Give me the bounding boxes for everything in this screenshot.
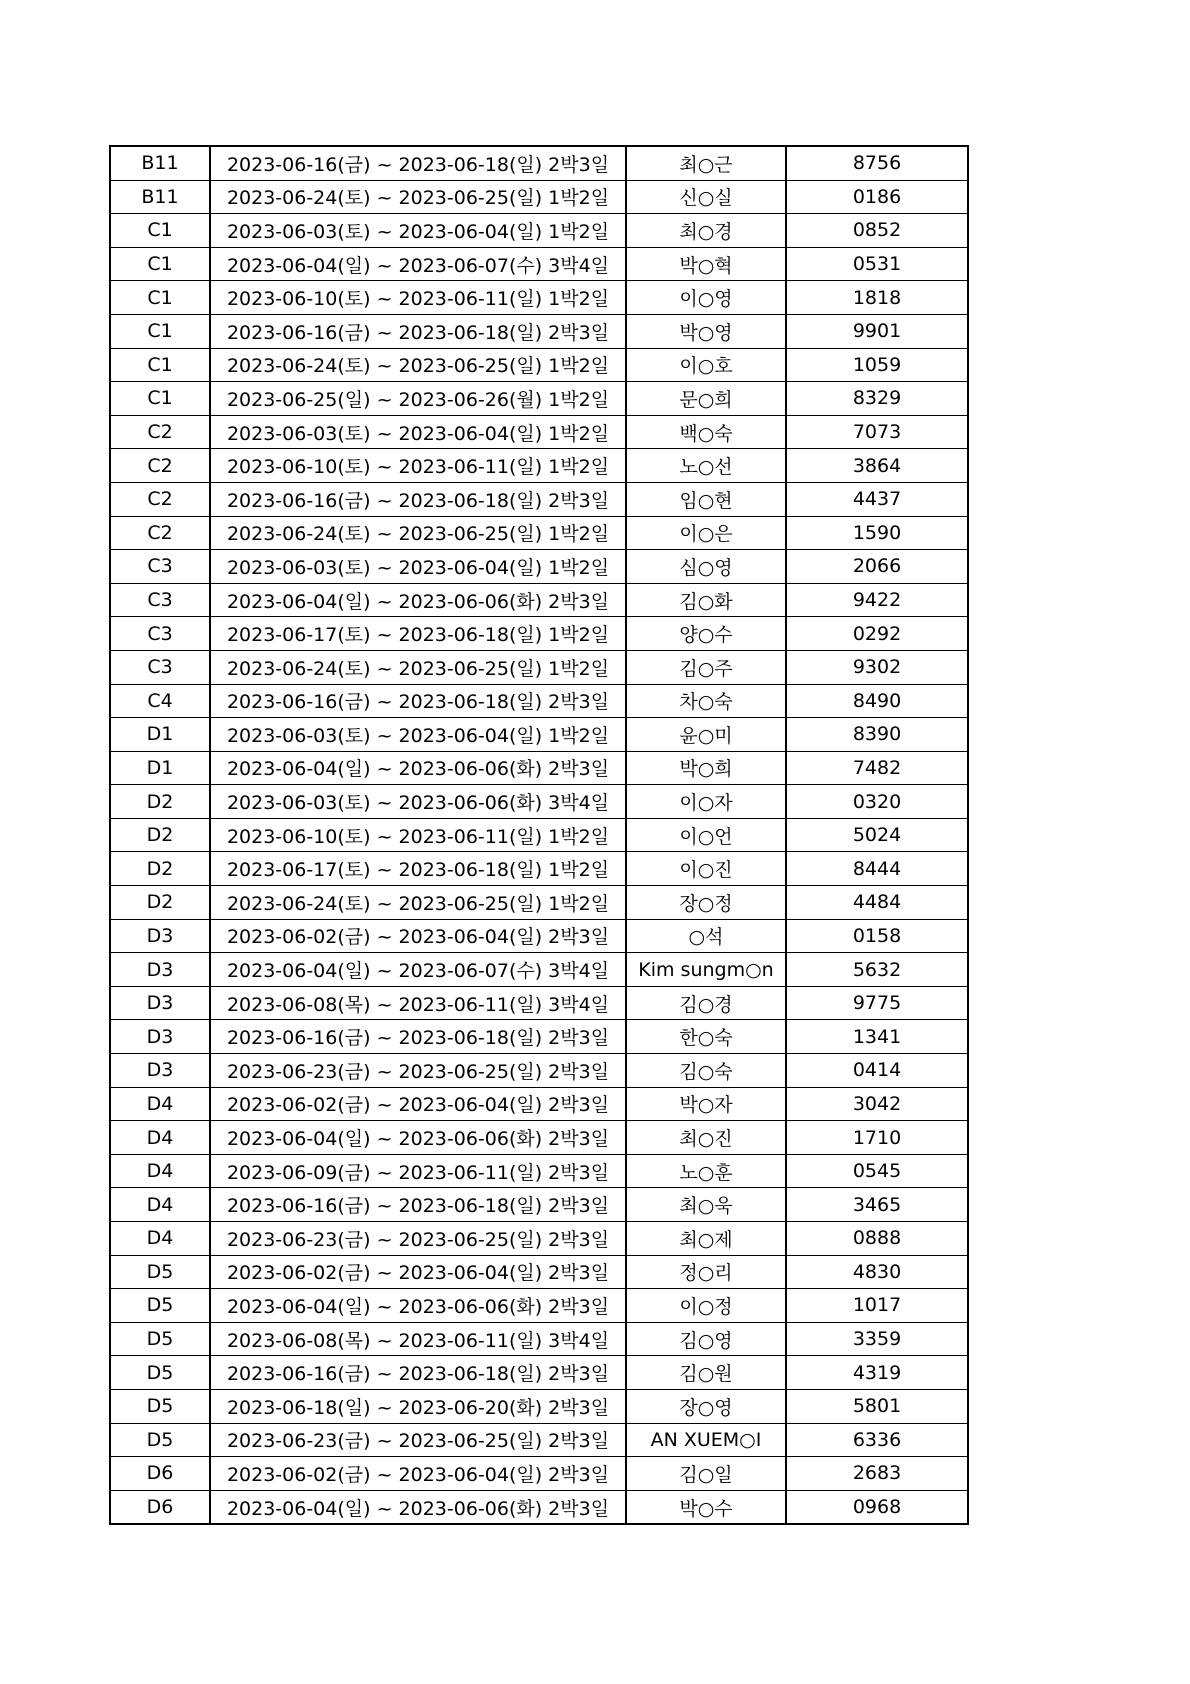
stay-period-cell: 2023-06-23(금) ~ 2023-06-25(일) 2박3일 — [210, 1054, 626, 1088]
stay-period-cell: 2023-06-03(토) ~ 2023-06-06(화) 3박4일 — [210, 785, 626, 819]
stay-period-cell: 2023-06-04(일) ~ 2023-06-07(수) 3박4일 — [210, 953, 626, 987]
guest-name-cell: 김○숙 — [626, 1054, 786, 1088]
room-cell: D2 — [110, 818, 210, 852]
guest-name-cell: 최○진 — [626, 1121, 786, 1155]
reservation-code-cell: 0888 — [786, 1222, 968, 1256]
reservation-code-cell: 1710 — [786, 1121, 968, 1155]
guest-name-cell: 이○은 — [626, 516, 786, 550]
guest-name-cell: 김○경 — [626, 986, 786, 1020]
guest-name-cell: 김○주 — [626, 650, 786, 684]
stay-period-cell: 2023-06-02(금) ~ 2023-06-04(일) 2박3일 — [210, 1255, 626, 1289]
reservation-code-cell: 9302 — [786, 650, 968, 684]
guest-name-cell: 김○원 — [626, 1356, 786, 1390]
reservation-code-cell: 0531 — [786, 247, 968, 281]
table-row — [110, 550, 968, 584]
reservation-code-cell: 1818 — [786, 281, 968, 315]
guest-name-cell: 김○화 — [626, 583, 786, 617]
guest-name-cell: 최○제 — [626, 1222, 786, 1256]
reservation-code-cell: 4319 — [786, 1356, 968, 1390]
room-cell: C3 — [110, 583, 210, 617]
stay-period-cell: 2023-06-24(토) ~ 2023-06-25(일) 1박2일 — [210, 516, 626, 550]
table-row — [110, 1356, 968, 1390]
room-cell: C2 — [110, 449, 210, 483]
room-cell: B11 — [110, 180, 210, 214]
stay-period-cell: 2023-06-24(토) ~ 2023-06-25(일) 1박2일 — [210, 180, 626, 214]
table-row — [110, 382, 968, 416]
room-cell: D2 — [110, 785, 210, 819]
guest-name-cell: 김○영 — [626, 1322, 786, 1356]
stay-period-cell: 2023-06-18(일) ~ 2023-06-20(화) 2박3일 — [210, 1389, 626, 1423]
guest-name-cell: 장○영 — [626, 1389, 786, 1423]
stay-period-cell: 2023-06-04(일) ~ 2023-06-06(화) 2박3일 — [210, 751, 626, 785]
reservation-code-cell: 7482 — [786, 751, 968, 785]
stay-period-cell: 2023-06-17(토) ~ 2023-06-18(일) 1박2일 — [210, 852, 626, 886]
table-row — [110, 1222, 968, 1256]
reservation-code-cell: 5801 — [786, 1389, 968, 1423]
table-row — [110, 449, 968, 483]
reservation-code-cell: 0852 — [786, 214, 968, 248]
guest-name-cell: 최○경 — [626, 214, 786, 248]
room-cell: D6 — [110, 1457, 210, 1491]
room-cell: C4 — [110, 684, 210, 718]
stay-period-cell: 2023-06-16(금) ~ 2023-06-18(일) 2박3일 — [210, 482, 626, 516]
table-row — [110, 1457, 968, 1491]
stay-period-cell: 2023-06-08(목) ~ 2023-06-11(일) 3박4일 — [210, 1322, 626, 1356]
reservation-code-cell: 7073 — [786, 415, 968, 449]
reservation-code-cell: 0414 — [786, 1054, 968, 1088]
guest-name-cell: 문○희 — [626, 382, 786, 416]
room-cell: D5 — [110, 1322, 210, 1356]
room-cell: C2 — [110, 516, 210, 550]
room-cell: D4 — [110, 1087, 210, 1121]
room-cell: D1 — [110, 718, 210, 752]
stay-period-cell: 2023-06-16(금) ~ 2023-06-18(일) 2박3일 — [210, 684, 626, 718]
table-row — [110, 415, 968, 449]
table-row — [110, 214, 968, 248]
guest-name-cell: 윤○미 — [626, 718, 786, 752]
reservation-code-cell: 3042 — [786, 1087, 968, 1121]
room-cell: D3 — [110, 953, 210, 987]
reservation-code-cell: 0968 — [786, 1490, 968, 1524]
guest-name-cell: 백○숙 — [626, 415, 786, 449]
stay-period-cell: 2023-06-04(일) ~ 2023-06-06(화) 2박3일 — [210, 583, 626, 617]
stay-period-cell: 2023-06-02(금) ~ 2023-06-04(일) 2박3일 — [210, 919, 626, 953]
table-row — [110, 1289, 968, 1323]
table-row — [110, 1423, 968, 1457]
reservation-code-cell: 0186 — [786, 180, 968, 214]
room-cell: C1 — [110, 348, 210, 382]
room-cell: D1 — [110, 751, 210, 785]
table-row — [110, 617, 968, 651]
guest-name-cell: 임○현 — [626, 482, 786, 516]
guest-name-cell: 차○숙 — [626, 684, 786, 718]
room-cell: D2 — [110, 886, 210, 920]
stay-period-cell: 2023-06-03(토) ~ 2023-06-04(일) 1박2일 — [210, 214, 626, 248]
room-cell: C1 — [110, 382, 210, 416]
room-cell: D5 — [110, 1423, 210, 1457]
table-row — [110, 953, 968, 987]
guest-name-cell: 최○근 — [626, 146, 786, 180]
reservation-code-cell: 0158 — [786, 919, 968, 953]
reservation-code-cell: 9901 — [786, 314, 968, 348]
stay-period-cell: 2023-06-03(토) ~ 2023-06-04(일) 1박2일 — [210, 718, 626, 752]
table-row — [110, 886, 968, 920]
room-cell: C2 — [110, 482, 210, 516]
guest-name-cell: 김○일 — [626, 1457, 786, 1491]
room-cell: C1 — [110, 314, 210, 348]
guest-name-cell: 한○숙 — [626, 1020, 786, 1054]
reservation-code-cell: 3359 — [786, 1322, 968, 1356]
reservation-code-cell: 8444 — [786, 852, 968, 886]
guest-name-cell: 심○영 — [626, 550, 786, 584]
stay-period-cell: 2023-06-04(일) ~ 2023-06-06(화) 2박3일 — [210, 1490, 626, 1524]
reservation-code-cell: 8329 — [786, 382, 968, 416]
reservation-code-cell: 4830 — [786, 1255, 968, 1289]
table-row — [110, 1121, 968, 1155]
reservation-sheet — [109, 145, 963, 1525]
reservation-code-cell: 2066 — [786, 550, 968, 584]
guest-name-cell: 이○진 — [626, 852, 786, 886]
reservation-code-cell: 4437 — [786, 482, 968, 516]
stay-period-cell: 2023-06-10(토) ~ 2023-06-11(일) 1박2일 — [210, 449, 626, 483]
stay-period-cell: 2023-06-24(토) ~ 2023-06-25(일) 1박2일 — [210, 650, 626, 684]
table-row — [110, 818, 968, 852]
reservation-code-cell: 2683 — [786, 1457, 968, 1491]
reservation-code-cell: 3465 — [786, 1188, 968, 1222]
guest-name-cell: 신○실 — [626, 180, 786, 214]
stay-period-cell: 2023-06-17(토) ~ 2023-06-18(일) 1박2일 — [210, 617, 626, 651]
table-row — [110, 348, 968, 382]
table-row — [110, 1490, 968, 1524]
reservation-code-cell: 0292 — [786, 617, 968, 651]
table-row — [110, 785, 968, 819]
reservation-table — [109, 145, 969, 1525]
stay-period-cell: 2023-06-02(금) ~ 2023-06-04(일) 2박3일 — [210, 1457, 626, 1491]
table-row — [110, 1255, 968, 1289]
guest-name-cell: ○석 — [626, 919, 786, 953]
stay-period-cell: 2023-06-04(일) ~ 2023-06-07(수) 3박4일 — [210, 247, 626, 281]
stay-period-cell: 2023-06-04(일) ~ 2023-06-06(화) 2박3일 — [210, 1121, 626, 1155]
reservation-code-cell: 4484 — [786, 886, 968, 920]
stay-period-cell: 2023-06-24(토) ~ 2023-06-25(일) 1박2일 — [210, 348, 626, 382]
reservation-code-cell: 8490 — [786, 684, 968, 718]
room-cell: D5 — [110, 1356, 210, 1390]
guest-name-cell: 박○수 — [626, 1490, 786, 1524]
table-row — [110, 180, 968, 214]
reservation-code-cell: 9422 — [786, 583, 968, 617]
table-row — [110, 1322, 968, 1356]
stay-period-cell: 2023-06-23(금) ~ 2023-06-25(일) 2박3일 — [210, 1222, 626, 1256]
reservation-code-cell: 9775 — [786, 986, 968, 1020]
table-row — [110, 1054, 968, 1088]
reservation-code-cell: 8390 — [786, 718, 968, 752]
reservation-code-cell: 0320 — [786, 785, 968, 819]
table-row — [110, 583, 968, 617]
reservation-code-cell: 1590 — [786, 516, 968, 550]
room-cell: C1 — [110, 247, 210, 281]
table-row — [110, 986, 968, 1020]
reservation-code-cell: 5024 — [786, 818, 968, 852]
room-cell: D5 — [110, 1389, 210, 1423]
stay-period-cell: 2023-06-16(금) ~ 2023-06-18(일) 2박3일 — [210, 146, 626, 180]
room-cell: C1 — [110, 214, 210, 248]
guest-name-cell: 이○언 — [626, 818, 786, 852]
table-row — [110, 482, 968, 516]
guest-name-cell: Kim sungm○n — [626, 953, 786, 987]
room-cell: D3 — [110, 1054, 210, 1088]
guest-name-cell: 박○혁 — [626, 247, 786, 281]
stay-period-cell: 2023-06-16(금) ~ 2023-06-18(일) 2박3일 — [210, 1020, 626, 1054]
stay-period-cell: 2023-06-03(토) ~ 2023-06-04(일) 1박2일 — [210, 550, 626, 584]
guest-name-cell: 이○자 — [626, 785, 786, 819]
stay-period-cell: 2023-06-25(일) ~ 2023-06-26(월) 1박2일 — [210, 382, 626, 416]
reservation-code-cell: 0545 — [786, 1154, 968, 1188]
stay-period-cell: 2023-06-03(토) ~ 2023-06-04(일) 1박2일 — [210, 415, 626, 449]
stay-period-cell: 2023-06-08(목) ~ 2023-06-11(일) 3박4일 — [210, 986, 626, 1020]
room-cell: D3 — [110, 919, 210, 953]
guest-name-cell: 이○영 — [626, 281, 786, 315]
stay-period-cell: 2023-06-16(금) ~ 2023-06-18(일) 2박3일 — [210, 314, 626, 348]
guest-name-cell: 박○자 — [626, 1087, 786, 1121]
stay-period-cell: 2023-06-09(금) ~ 2023-06-11(일) 2박3일 — [210, 1154, 626, 1188]
table-row — [110, 1188, 968, 1222]
room-cell: C3 — [110, 550, 210, 584]
table-row — [110, 516, 968, 550]
guest-name-cell: 이○호 — [626, 348, 786, 382]
room-cell: C2 — [110, 415, 210, 449]
table-row — [110, 1154, 968, 1188]
stay-period-cell: 2023-06-04(일) ~ 2023-06-06(화) 2박3일 — [210, 1289, 626, 1323]
room-cell: D5 — [110, 1255, 210, 1289]
room-cell: D6 — [110, 1490, 210, 1524]
guest-name-cell: 장○정 — [626, 886, 786, 920]
table-row — [110, 751, 968, 785]
room-cell: B11 — [110, 146, 210, 180]
stay-period-cell: 2023-06-10(토) ~ 2023-06-11(일) 1박2일 — [210, 818, 626, 852]
table-row — [110, 247, 968, 281]
guest-name-cell: 최○욱 — [626, 1188, 786, 1222]
guest-name-cell: 양○수 — [626, 617, 786, 651]
reservation-code-cell: 1341 — [786, 1020, 968, 1054]
guest-name-cell: 정○리 — [626, 1255, 786, 1289]
room-cell: C3 — [110, 617, 210, 651]
stay-period-cell: 2023-06-02(금) ~ 2023-06-04(일) 2박3일 — [210, 1087, 626, 1121]
room-cell: D5 — [110, 1289, 210, 1323]
guest-name-cell: AN XUEM○I — [626, 1423, 786, 1457]
stay-period-cell: 2023-06-16(금) ~ 2023-06-18(일) 2박3일 — [210, 1188, 626, 1222]
table-row — [110, 1087, 968, 1121]
reservation-code-cell: 8756 — [786, 146, 968, 180]
stay-period-cell: 2023-06-24(토) ~ 2023-06-25(일) 1박2일 — [210, 886, 626, 920]
table-row — [110, 1389, 968, 1423]
table-row — [110, 718, 968, 752]
room-cell: D3 — [110, 1020, 210, 1054]
reservation-code-cell: 6336 — [786, 1423, 968, 1457]
guest-name-cell: 노○훈 — [626, 1154, 786, 1188]
table-row — [110, 684, 968, 718]
room-cell: D4 — [110, 1188, 210, 1222]
table-row — [110, 919, 968, 953]
guest-name-cell: 노○선 — [626, 449, 786, 483]
stay-period-cell: 2023-06-10(토) ~ 2023-06-11(일) 1박2일 — [210, 281, 626, 315]
room-cell: D3 — [110, 986, 210, 1020]
reservation-code-cell: 5632 — [786, 953, 968, 987]
table-row — [110, 314, 968, 348]
stay-period-cell: 2023-06-23(금) ~ 2023-06-25(일) 2박3일 — [210, 1423, 626, 1457]
reservation-code-cell: 1017 — [786, 1289, 968, 1323]
guest-name-cell: 이○정 — [626, 1289, 786, 1323]
table-row — [110, 281, 968, 315]
room-cell: C1 — [110, 281, 210, 315]
table-row — [110, 1020, 968, 1054]
reservation-code-cell: 1059 — [786, 348, 968, 382]
reservation-code-cell: 3864 — [786, 449, 968, 483]
table-row — [110, 146, 968, 180]
room-cell: C3 — [110, 650, 210, 684]
guest-name-cell: 박○희 — [626, 751, 786, 785]
room-cell: D4 — [110, 1222, 210, 1256]
table-row — [110, 852, 968, 886]
guest-name-cell: 박○영 — [626, 314, 786, 348]
stay-period-cell: 2023-06-16(금) ~ 2023-06-18(일) 2박3일 — [210, 1356, 626, 1390]
room-cell: D4 — [110, 1121, 210, 1155]
table-row — [110, 650, 968, 684]
reservation-table-body — [110, 146, 968, 1524]
room-cell: D2 — [110, 852, 210, 886]
room-cell: D4 — [110, 1154, 210, 1188]
